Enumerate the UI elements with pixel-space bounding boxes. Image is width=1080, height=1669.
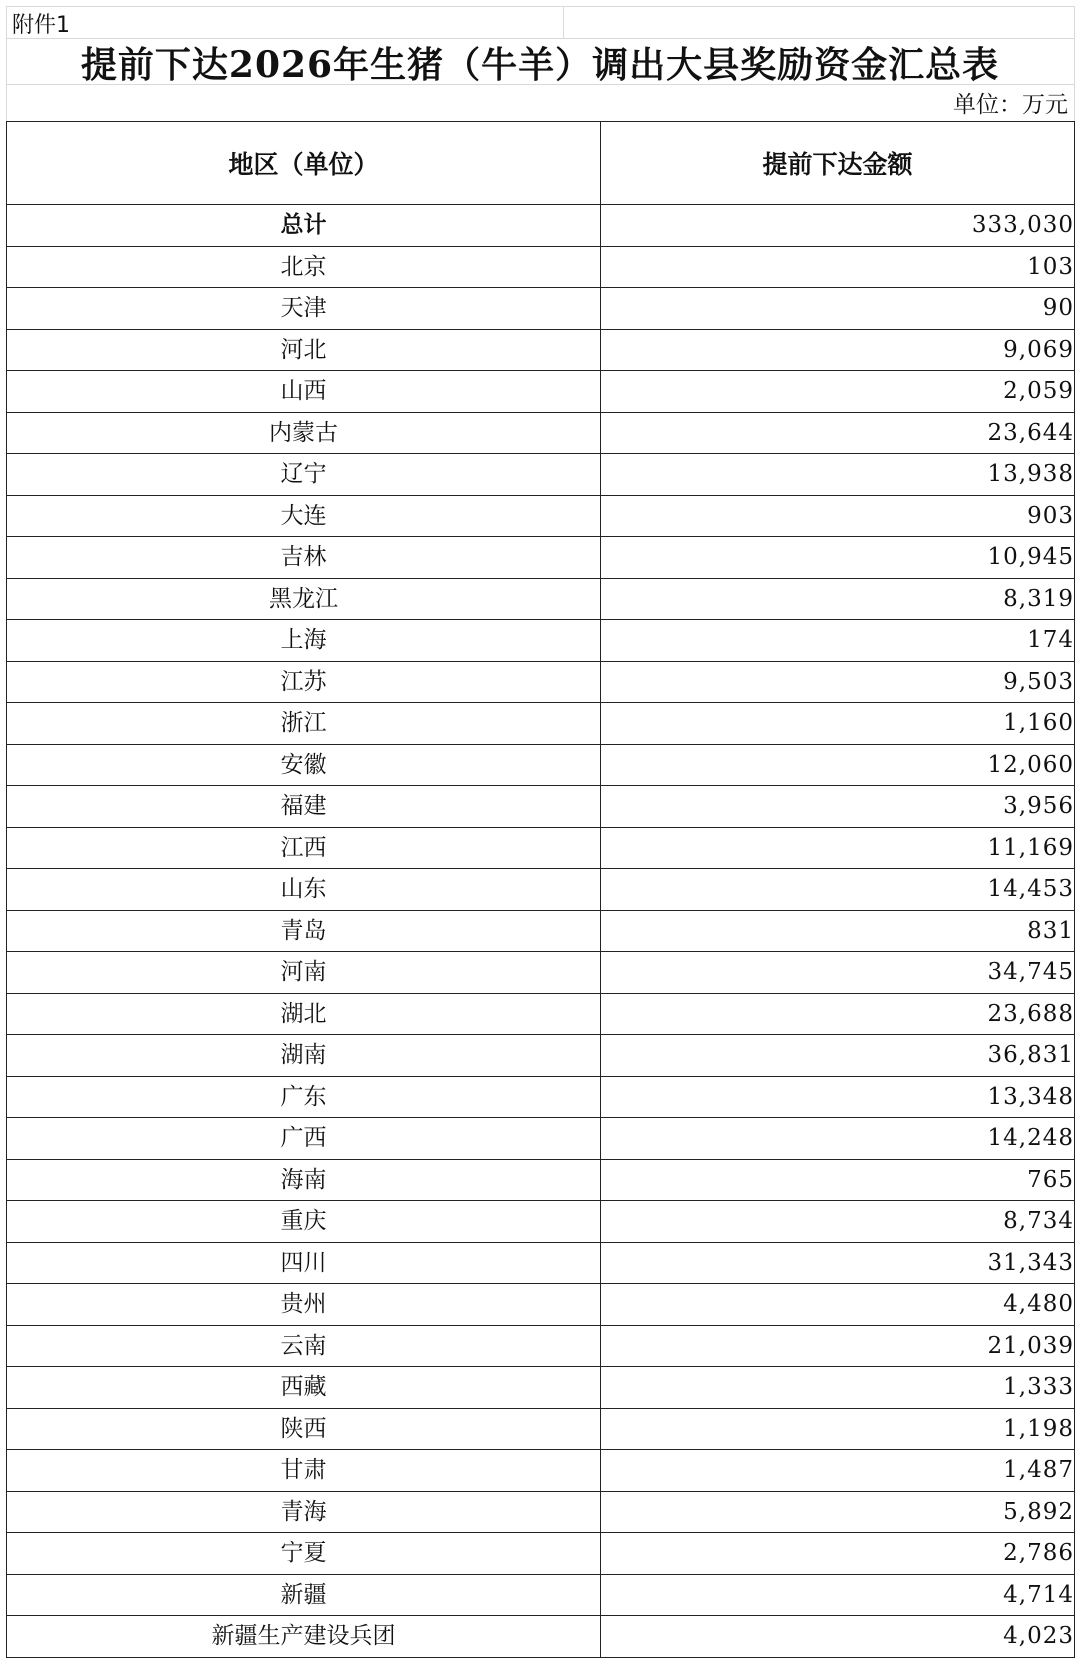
region-cell: 黑龙江 [7, 578, 601, 620]
region-cell: 青海 [7, 1491, 601, 1533]
region-cell: 西藏 [7, 1367, 601, 1409]
region-cell: 福建 [7, 786, 601, 828]
region-cell: 河北 [7, 329, 601, 371]
amount-cell: 4,023 [601, 1616, 1075, 1658]
table-header-row [7, 122, 1075, 205]
table-body [7, 205, 1075, 1658]
table-row [7, 1367, 1075, 1409]
region-cell: 内蒙古 [7, 412, 601, 454]
amount-cell: 9,503 [601, 661, 1075, 703]
region-cell: 浙江 [7, 703, 601, 745]
region-cell: 江西 [7, 827, 601, 869]
table-row [7, 1533, 1075, 1575]
region-cell: 宁夏 [7, 1533, 601, 1575]
amount-cell: 23,688 [601, 993, 1075, 1035]
table-row [7, 993, 1075, 1035]
amount-cell: 903 [601, 495, 1075, 537]
table-row [7, 537, 1075, 579]
region-cell: 安徽 [7, 744, 601, 786]
table-row [7, 1076, 1075, 1118]
amount-cell: 10,945 [601, 537, 1075, 579]
column-header-amount: 提前下达金额 [601, 122, 1075, 205]
table-row [7, 246, 1075, 288]
amount-cell: 13,348 [601, 1076, 1075, 1118]
amount-cell: 9,069 [601, 329, 1075, 371]
amount-cell: 5,892 [601, 1491, 1075, 1533]
region-cell: 广东 [7, 1076, 601, 1118]
amount-cell: 90 [601, 288, 1075, 330]
table-row [7, 1242, 1075, 1284]
table-row [7, 412, 1075, 454]
amount-cell: 34,745 [601, 952, 1075, 994]
amount-cell: 333,030 [601, 205, 1075, 247]
unit-label: 单位：万元 [953, 92, 1068, 118]
region-cell: 总计 [7, 205, 601, 247]
amount-cell: 21,039 [601, 1325, 1075, 1367]
amount-cell: 13,938 [601, 454, 1075, 496]
column-header-region: 地区（单位） [7, 122, 601, 205]
region-cell: 广西 [7, 1118, 601, 1160]
table-row [7, 1201, 1075, 1243]
region-cell: 山西 [7, 371, 601, 413]
amount-cell: 23,644 [601, 412, 1075, 454]
region-cell: 贵州 [7, 1284, 601, 1326]
table-row [7, 329, 1075, 371]
amount-cell: 4,480 [601, 1284, 1075, 1326]
region-cell: 河南 [7, 952, 601, 994]
amount-cell: 8,319 [601, 578, 1075, 620]
table-row [7, 620, 1075, 662]
sheet-gridline [563, 6, 564, 39]
table-row [7, 703, 1075, 745]
amount-cell: 1,487 [601, 1450, 1075, 1492]
table-row [7, 288, 1075, 330]
amount-cell: 2,786 [601, 1533, 1075, 1575]
table-row-total [7, 205, 1075, 247]
region-cell: 重庆 [7, 1201, 601, 1243]
table-row [7, 1325, 1075, 1367]
table-row [7, 371, 1075, 413]
amount-cell: 831 [601, 910, 1075, 952]
amount-cell: 12,060 [601, 744, 1075, 786]
amount-cell: 2,059 [601, 371, 1075, 413]
amount-cell: 14,453 [601, 869, 1075, 911]
amount-cell: 1,198 [601, 1408, 1075, 1450]
table-row [7, 454, 1075, 496]
region-cell: 江苏 [7, 661, 601, 703]
page-title: 提前下达2026年生猪（牛羊）调出大县奖励资金汇总表 [80, 44, 1000, 86]
region-cell: 甘肃 [7, 1450, 601, 1492]
table-row [7, 1159, 1075, 1201]
table-row [7, 827, 1075, 869]
table-row [7, 1491, 1075, 1533]
amount-cell: 4,714 [601, 1574, 1075, 1616]
region-cell: 辽宁 [7, 454, 601, 496]
amount-cell: 3,956 [601, 786, 1075, 828]
region-cell: 云南 [7, 1325, 601, 1367]
region-cell: 大连 [7, 495, 601, 537]
attachment-label: 附件1 [12, 13, 70, 38]
region-cell: 湖南 [7, 1035, 601, 1077]
table-row [7, 1118, 1075, 1160]
region-cell: 海南 [7, 1159, 601, 1201]
amount-cell: 1,333 [601, 1367, 1075, 1409]
table-row [7, 786, 1075, 828]
table-row [7, 495, 1075, 537]
amount-cell: 1,160 [601, 703, 1075, 745]
amount-cell: 8,734 [601, 1201, 1075, 1243]
amount-cell: 765 [601, 1159, 1075, 1201]
table-row [7, 744, 1075, 786]
amount-cell: 103 [601, 246, 1075, 288]
amount-cell: 174 [601, 620, 1075, 662]
region-cell: 新疆生产建设兵团 [7, 1616, 601, 1658]
table-row [7, 578, 1075, 620]
table-row [7, 910, 1075, 952]
region-cell: 山东 [7, 869, 601, 911]
region-cell: 四川 [7, 1242, 601, 1284]
table-row [7, 1408, 1075, 1450]
table-row [7, 1574, 1075, 1616]
region-cell: 北京 [7, 246, 601, 288]
table-row [7, 661, 1075, 703]
sheet-gridline [6, 6, 1075, 7]
funding-summary-table [6, 121, 1075, 1658]
table-row [7, 1450, 1075, 1492]
region-cell: 新疆 [7, 1574, 601, 1616]
table-row [7, 1035, 1075, 1077]
amount-cell: 14,248 [601, 1118, 1075, 1160]
table-row [7, 1616, 1075, 1658]
region-cell: 天津 [7, 288, 601, 330]
region-cell: 陕西 [7, 1408, 601, 1450]
region-cell: 青岛 [7, 910, 601, 952]
sheet-gridline [6, 38, 1075, 39]
region-cell: 湖北 [7, 993, 601, 1035]
amount-cell: 31,343 [601, 1242, 1075, 1284]
region-cell: 上海 [7, 620, 601, 662]
table-row [7, 1284, 1075, 1326]
table-row [7, 869, 1075, 911]
region-cell: 吉林 [7, 537, 601, 579]
amount-cell: 36,831 [601, 1035, 1075, 1077]
amount-cell: 11,169 [601, 827, 1075, 869]
table-row [7, 952, 1075, 994]
